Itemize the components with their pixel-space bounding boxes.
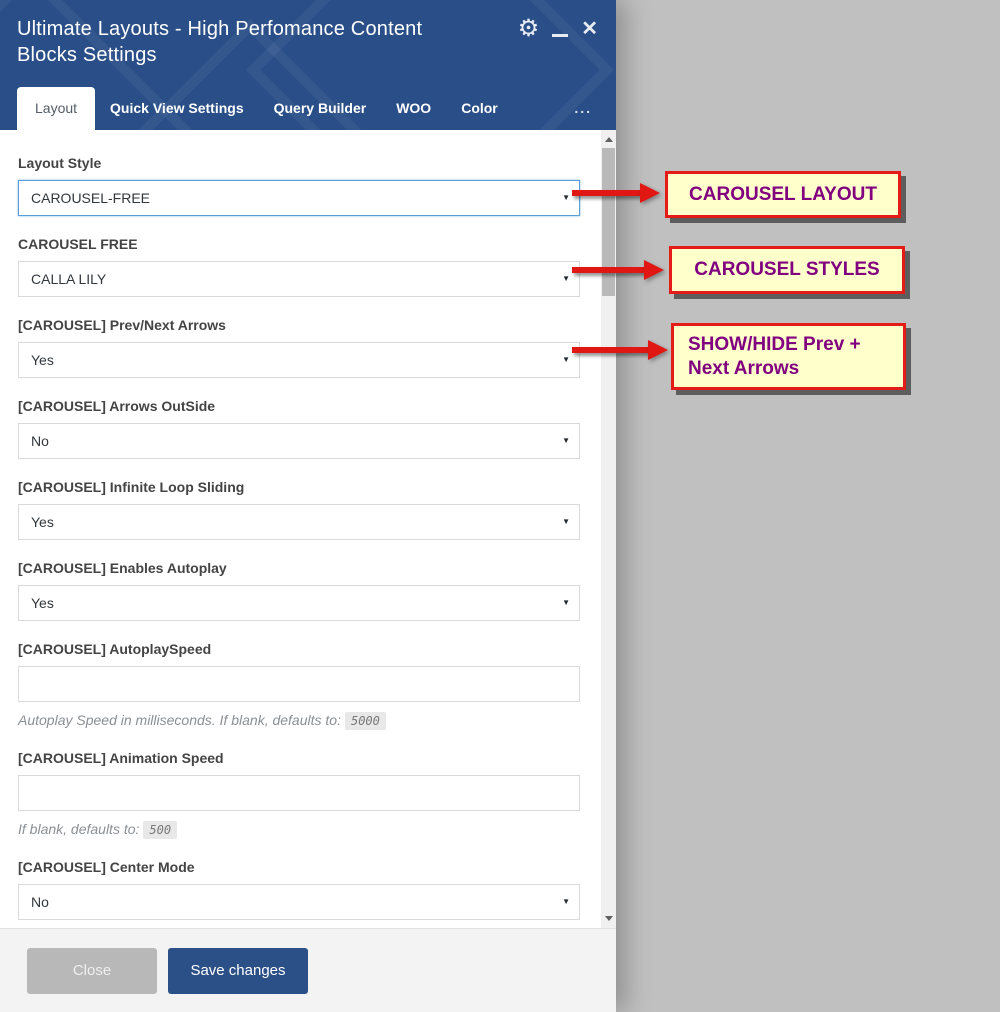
settings-form-panel [0,130,616,928]
annotation-box-show-hide-arrows: SHOW/HIDE Prev + Next Arrows [671,323,906,390]
field-label: [CAROUSEL] Prev/Next Arrows [18,317,226,333]
dropdown-caret-icon: ▼ [562,355,570,365]
tab-query-builder[interactable]: Query Builder [273,100,367,116]
vertical-scrollbar [601,130,616,928]
field-arrows-outside [18,398,580,459]
gear-icon[interactable]: ⚙ [517,15,540,42]
carousel-free-style-select[interactable]: CALLA LILY ▼ [18,261,580,297]
field-autoplay-speed [18,641,580,730]
modal-footer [0,928,616,1012]
annotation-box-carousel-layout: CAROUSEL LAYOUT [665,171,901,218]
helper-text: If blank, defaults to: 500 [18,821,580,839]
dropdown-caret-icon: ▼ [562,436,570,446]
field-enables-autoplay [18,560,580,621]
tab-bar [0,87,616,130]
field-label: Layout Style [18,155,102,171]
dropdown-caret-icon: ▼ [562,274,570,284]
layout-style-select[interactable]: CAROUSEL-FREE ▼ [18,180,580,216]
tab-woo[interactable]: WOO [396,100,432,116]
field-prev-next-arrows [18,317,580,378]
field-label: [CAROUSEL] Animation Speed [18,750,224,766]
animation-speed-input[interactable] [18,775,580,811]
field-carousel-free [18,236,580,297]
window-title: Ultimate Layouts - High Perfomance Content Blocks Settings [17,18,423,67]
center-mode-select[interactable]: No ▼ [18,884,580,920]
form-column [18,155,580,966]
close-icon[interactable]: ✕ [581,18,598,40]
default-value-badge: 500 [143,821,177,839]
annotation-arrow [572,347,648,353]
enables-autoplay-select[interactable]: Yes ▼ [18,585,580,621]
prev-next-arrows-select[interactable]: Yes ▼ [18,342,580,378]
field-label: [CAROUSEL] AutoplaySpeed [18,641,212,657]
dropdown-caret-icon: ▼ [562,193,570,203]
dropdown-caret-icon: ▼ [562,897,570,907]
window-controls [518,17,598,41]
close-button[interactable]: Close [27,948,157,994]
helper-text: Autoplay Speed in milliseconds. If blank, defaults to: 5000 [18,712,580,730]
dropdown-caret-icon: ▼ [562,517,570,527]
field-label: [CAROUSEL] Enables Autoplay [18,560,227,576]
field-animation-speed [18,750,580,839]
field-layout-style [18,155,580,216]
annotation-arrow [572,267,644,273]
scrollbar-thumb[interactable] [602,148,615,296]
field-label: [CAROUSEL] Center Mode [18,859,195,875]
annotation-box-carousel-styles: CAROUSEL STYLES [669,246,905,294]
scrollbar-down-button[interactable] [601,911,616,926]
window-titlebar [0,0,616,130]
annotation-arrow [572,190,640,196]
minimize-icon[interactable] [552,34,568,37]
arrows-outside-select[interactable]: No ▼ [18,423,580,459]
infinite-loop-select[interactable]: Yes ▼ [18,504,580,540]
field-label: [CAROUSEL] Infinite Loop Sliding [18,479,245,495]
field-label: CAROUSEL FREE [18,236,138,252]
default-value-badge: 5000 [345,712,386,730]
field-label: [CAROUSEL] Arrows OutSide [18,398,216,414]
field-infinite-loop [18,479,580,540]
tab-quick-view-settings[interactable]: Quick View Settings [110,100,244,116]
dropdown-caret-icon: ▼ [562,598,570,608]
tab-overflow-ellipsis[interactable]: ... [574,100,592,116]
tab-layout[interactable]: Layout [17,87,95,130]
scrollbar-up-button[interactable] [601,132,616,147]
autoplay-speed-input[interactable] [18,666,580,702]
tab-color[interactable]: Color [461,100,498,116]
save-changes-button[interactable]: Save changes [168,948,308,994]
